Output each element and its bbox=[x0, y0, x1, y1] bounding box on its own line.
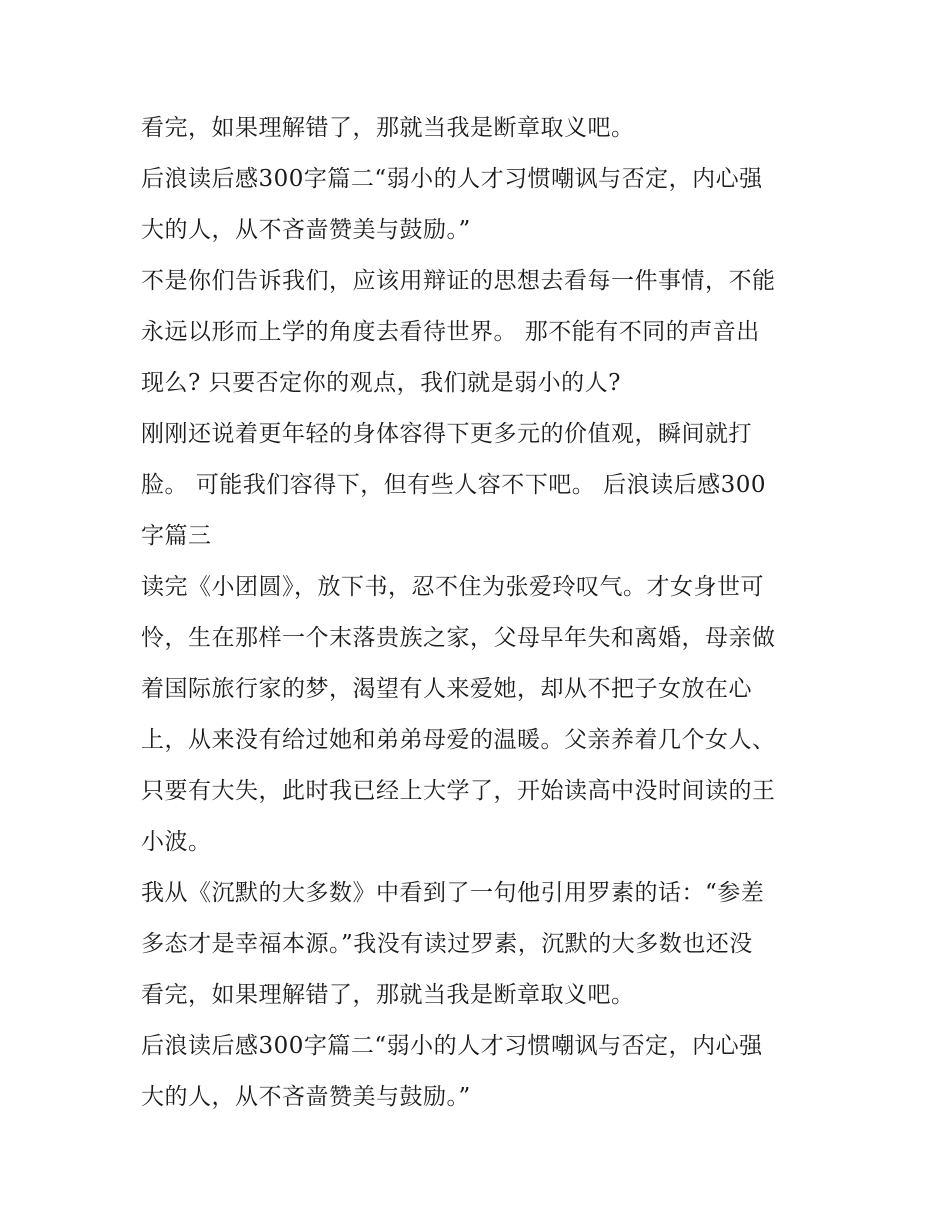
text-line: 脸。 可能我们容得下，但有些人容不下吧。 后浪读后感300 bbox=[141, 472, 767, 498]
text-line: 刚刚还说着更年轻的身体容得下更多元的价值观，瞬间就打 bbox=[141, 421, 752, 447]
text-line: 看完，如果理解错了，那就当我是断章取义吧。 bbox=[141, 115, 635, 141]
text-line: 后浪读后感300字篇二“弱小的人才习惯嘲讽与否定，内心强 bbox=[141, 1033, 763, 1059]
text-line: 不是你们告诉我们，应该用辩证的思想去看每一件事情，不能 bbox=[141, 268, 776, 294]
text-line: 上，从来没有给过她和弟弟母爱的温暖。父亲养着几个女人、 bbox=[141, 727, 776, 753]
body-text bbox=[141, 106, 821, 1126]
text-line: 多态才是幸福本源。”我没有读过罗素，沉默的大多数也还没 bbox=[141, 931, 753, 957]
text-line: 读完《小团圆》，放下书，忍不住为张爱玲叹气。才女身世可 bbox=[141, 574, 764, 600]
text-line: 只要有大失，此时我已经上大学了，开始读高中没时间读的王 bbox=[141, 778, 776, 804]
text-line: 小波。 bbox=[141, 829, 212, 855]
text-line: 我从《沉默的大多数》中看到了一句他引用罗素的话：“参差 bbox=[141, 880, 765, 906]
text-line: 大的人，从不吝啬赞美与鼓励。” bbox=[141, 217, 471, 243]
text-line: 着国际旅行家的梦，渴望有人来爱她，却从不把子女放在心 bbox=[141, 676, 752, 702]
text-line: 看完，如果理解错了，那就当我是断章取义吧。 bbox=[141, 982, 635, 1008]
text-line: 现么? 只要否定你的观点，我们就是弱小的人? bbox=[141, 370, 621, 396]
text-line: 永远以形而上学的角度去看待世界。 那不能有不同的声音出 bbox=[141, 319, 760, 345]
text-line: 后浪读后感300字篇二“弱小的人才习惯嘲讽与否定，内心强 bbox=[141, 166, 763, 192]
text-line: 大的人，从不吝啬赞美与鼓励。” bbox=[141, 1084, 471, 1110]
text-line: 字篇三 bbox=[141, 523, 212, 549]
text-line: 怜，生在那样一个末落贵族之家，父母早年失和离婚，母亲做 bbox=[141, 625, 776, 651]
